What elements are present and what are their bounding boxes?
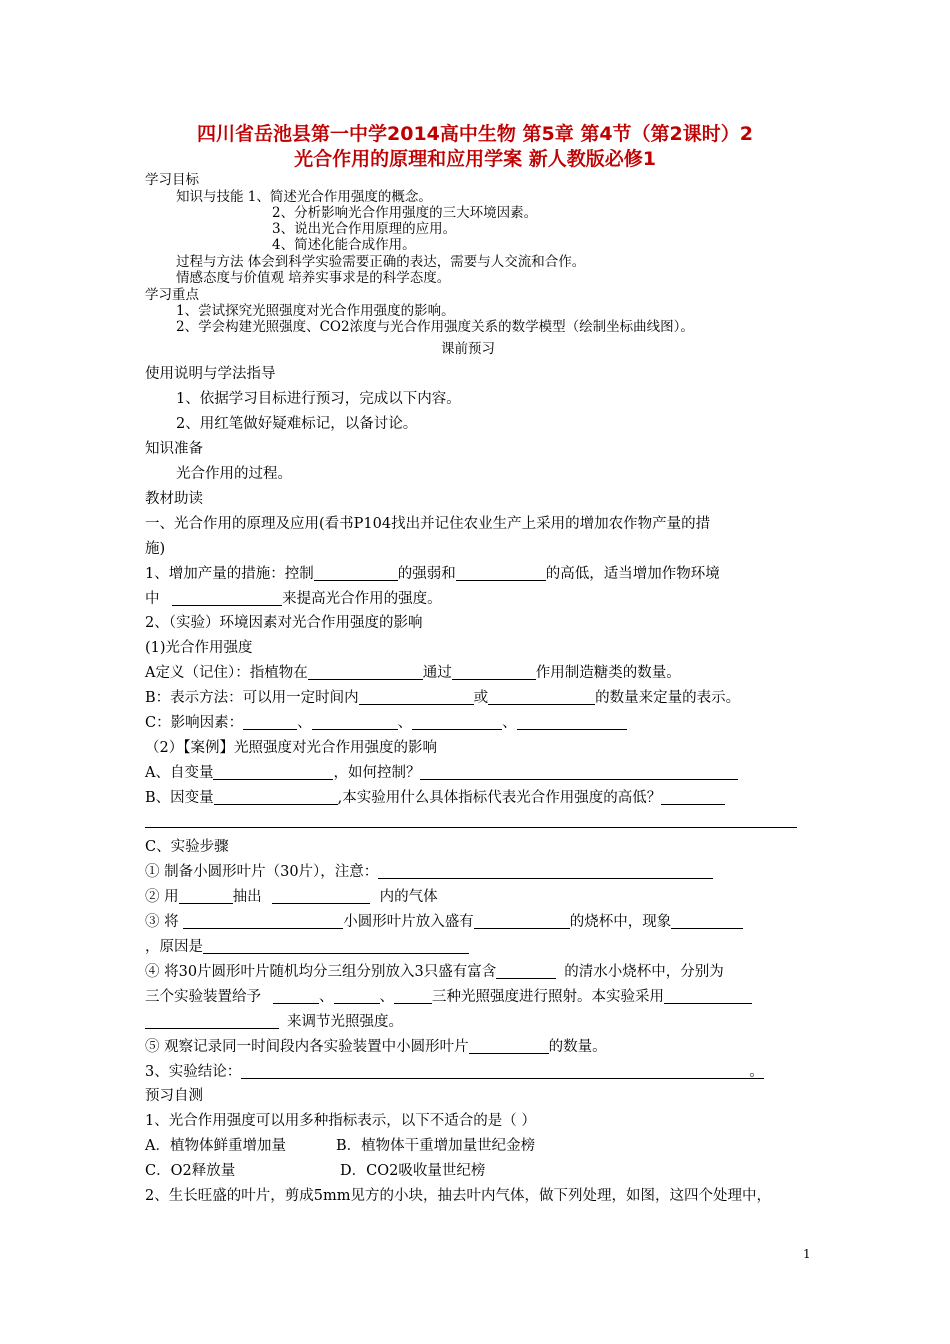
blank xyxy=(671,912,743,929)
blank xyxy=(469,1037,549,1054)
blank xyxy=(308,663,423,680)
blank xyxy=(412,713,502,730)
objective-1: 知识与技能 1、简述光合作用强度的概念。 xyxy=(176,189,432,205)
objective-3: 3、说出光合作用原理的应用。 xyxy=(272,221,457,237)
blank xyxy=(203,937,469,954)
blank xyxy=(213,763,333,780)
step-2-text-b: 抽出 xyxy=(232,889,262,905)
option-b: B．植物体干重增加量世纪金榜 xyxy=(336,1138,536,1154)
conclusion-end: 。 xyxy=(749,1064,764,1080)
test-question-2: 2、生长旺盛的叶片，剪成5mm见方的小块，抽去叶内气体，做下列处理，如图，这四个处理中， xyxy=(145,1188,771,1204)
option-a: A．植物体鲜重增加量 xyxy=(145,1138,286,1154)
process-methods: 过程与方法 体会到科学实验需要正确的表达，需要与人交流和合作。 xyxy=(176,254,586,270)
var-a-text-a: A、自变量 xyxy=(145,765,214,781)
section-1-line-2: 施) xyxy=(145,541,166,557)
self-test-heading: 预习自测 xyxy=(145,1088,203,1104)
step-3-reason xyxy=(145,937,469,957)
section-1-line-1: 一、光合作用的原理及应用(看书P104找出并记住农业生产上采用的增加农作物产量的措 xyxy=(145,516,711,532)
step-5-text-b: 的数量。 xyxy=(548,1039,607,1055)
q1-text-d: 中 xyxy=(145,591,165,607)
q1-text-e: 来提高光合作用的强度。 xyxy=(282,591,442,607)
step-3 xyxy=(145,912,743,932)
step-3-text-d: ，原因是 xyxy=(145,939,203,955)
blank xyxy=(243,713,297,730)
blank xyxy=(394,987,432,1004)
variable-a xyxy=(145,763,738,783)
separator: 、 xyxy=(379,989,394,1005)
step-2-text-c: 内的气体 xyxy=(379,889,438,905)
step-4-text-b: 的清水小烧杯中，分别为 xyxy=(564,964,724,980)
separator: 、 xyxy=(319,989,334,1005)
step-3-text-a: ③ 将 xyxy=(145,914,184,930)
blank xyxy=(378,862,713,879)
var-a-text-b: ，如何控制？ xyxy=(333,765,421,781)
step-5-text-a: ⑤ 观察记录同一时间段内各实验装置中小圆形叶片 xyxy=(145,1039,469,1055)
usage-2: 2、用红笔做好疑难标记，以备讨论。 xyxy=(176,416,418,432)
blank xyxy=(272,887,370,904)
knowledge-1: 光合作用的过程。 xyxy=(176,466,292,482)
blank xyxy=(312,713,398,730)
answer-line xyxy=(145,827,797,828)
focus-heading: 学习重点 xyxy=(145,287,199,303)
option-d: D．CO2吸收量世纪榜 xyxy=(340,1163,486,1179)
blank xyxy=(214,788,338,805)
focus-1: 1、尝试探究光照强度对光合作用强度的影响。 xyxy=(176,303,455,319)
blank xyxy=(456,564,546,581)
step-2-text-a: ② 用 xyxy=(145,889,179,905)
blank xyxy=(273,987,319,1004)
question-1-line-1 xyxy=(145,564,720,584)
question-1-line-2 xyxy=(145,589,442,609)
usage-1: 1、依据学习目标进行预习，完成以下内容。 xyxy=(176,391,461,407)
def-a-text-a: A定义（记住）：指植物在 xyxy=(145,665,308,681)
emotion-values: 情感态度与价值观 培养实事求是的科学态度。 xyxy=(176,270,451,286)
page-number: 1 xyxy=(803,1247,811,1261)
separator: 、 xyxy=(502,715,517,731)
blank xyxy=(664,987,752,1004)
step-4-line-1 xyxy=(145,962,724,982)
def-b-text-a: B：表示方法：可以用一定时间内 xyxy=(145,690,359,706)
question-2: 2、（实验）环境因素对光合作用强度的影响 xyxy=(145,615,423,631)
title-line-1: 四川省岳池县第一中学2014高中生物 第5章 第4节（第2课时）2 xyxy=(197,123,753,145)
variable-b xyxy=(145,788,725,808)
objective-4: 4、简述化能合成作用。 xyxy=(272,237,416,253)
def-a-text-c: 作用制造糖类的数量。 xyxy=(535,665,681,681)
def-a-text-b: 通过 xyxy=(422,665,452,681)
blank xyxy=(488,688,595,705)
title-line-2: 光合作用的原理和应用学案 新人教版必修1 xyxy=(294,148,656,170)
definition-a xyxy=(145,663,681,683)
blank xyxy=(359,688,474,705)
blank xyxy=(334,987,380,1004)
preview-heading: 课前预习 xyxy=(441,341,495,357)
blank xyxy=(172,589,282,606)
separator: 、 xyxy=(397,715,413,731)
blank xyxy=(241,1062,749,1079)
reading-heading: 教材助读 xyxy=(145,491,203,507)
step-3-text-b: 小圆形叶片放入盛有 xyxy=(343,914,474,930)
def-c-text: C：影响因素： xyxy=(145,715,244,731)
focus-2: 2、学会构建光照强度、CO2浓度与光合作用强度关系的数学模型（绘制坐标曲线图）。 xyxy=(176,319,694,335)
usage-heading: 使用说明与学法指导 xyxy=(145,366,276,382)
step-1-text: ① 制备小圆形叶片（30片），注意： xyxy=(145,864,379,880)
blank xyxy=(474,912,570,929)
objective-2: 2、分析影响光合作用强度的三大环境因素。 xyxy=(272,205,538,221)
blank xyxy=(452,663,536,680)
var-b-text-b: ,本实验用什么具体指标代表光合作用强度的高低？ xyxy=(337,790,662,806)
step-5 xyxy=(145,1037,607,1057)
definition-b xyxy=(145,688,740,708)
step-2 xyxy=(145,887,438,907)
step-4-text-e: 来调节光照强度。 xyxy=(287,1014,403,1030)
objectives-heading: 学习目标 xyxy=(145,172,199,188)
blank xyxy=(661,788,725,805)
test-question-1: 1、光合作用强度可以用多种指标表示，以下不适合的是（ ） xyxy=(145,1113,536,1129)
step-4-line-2 xyxy=(145,987,752,1007)
step-4-line-3 xyxy=(145,1012,403,1032)
blank xyxy=(183,912,343,929)
def-b-text-c: 的数量来定量的表示。 xyxy=(595,690,741,706)
q1-text-c: 的高低，适当增加作物环境 xyxy=(545,566,720,582)
q1-text-b: 的强弱和 xyxy=(397,566,456,582)
blank xyxy=(496,962,556,979)
step-4-text-c: 三个实验装置给予 xyxy=(145,989,261,1005)
step-4-text-d: 三种光照强度进行照射。本实验采用 xyxy=(432,989,664,1005)
option-c: C．O2释放量 xyxy=(145,1163,236,1179)
steps-heading: C、实验步骤 xyxy=(145,839,229,855)
separator: 、 xyxy=(297,715,312,731)
blank xyxy=(145,1012,279,1029)
question-2-1: (1)光合作用强度 xyxy=(145,640,253,656)
conclusion xyxy=(145,1062,764,1082)
knowledge-heading: 知识准备 xyxy=(145,441,203,457)
blank xyxy=(314,564,398,581)
blank xyxy=(179,887,233,904)
q1-text-a: 1、增加产量的措施：控制 xyxy=(145,566,314,582)
conclusion-text: 3、实验结论： xyxy=(145,1064,242,1080)
blank xyxy=(420,763,738,780)
definition-c xyxy=(145,713,627,733)
step-1 xyxy=(145,862,713,882)
step-3-text-c: 的烧杯中，现象 xyxy=(569,914,672,930)
step-4-text-a: ④ 将30片圆形叶片随机均分三组分别放入3只盛有富含 xyxy=(145,964,497,980)
var-b-text-a: B、因变量 xyxy=(145,790,214,806)
case-title: （2）【案例】光照强度对光合作用强度的影响 xyxy=(145,740,437,756)
def-b-text-b: 或 xyxy=(473,690,489,706)
blank xyxy=(517,713,627,730)
